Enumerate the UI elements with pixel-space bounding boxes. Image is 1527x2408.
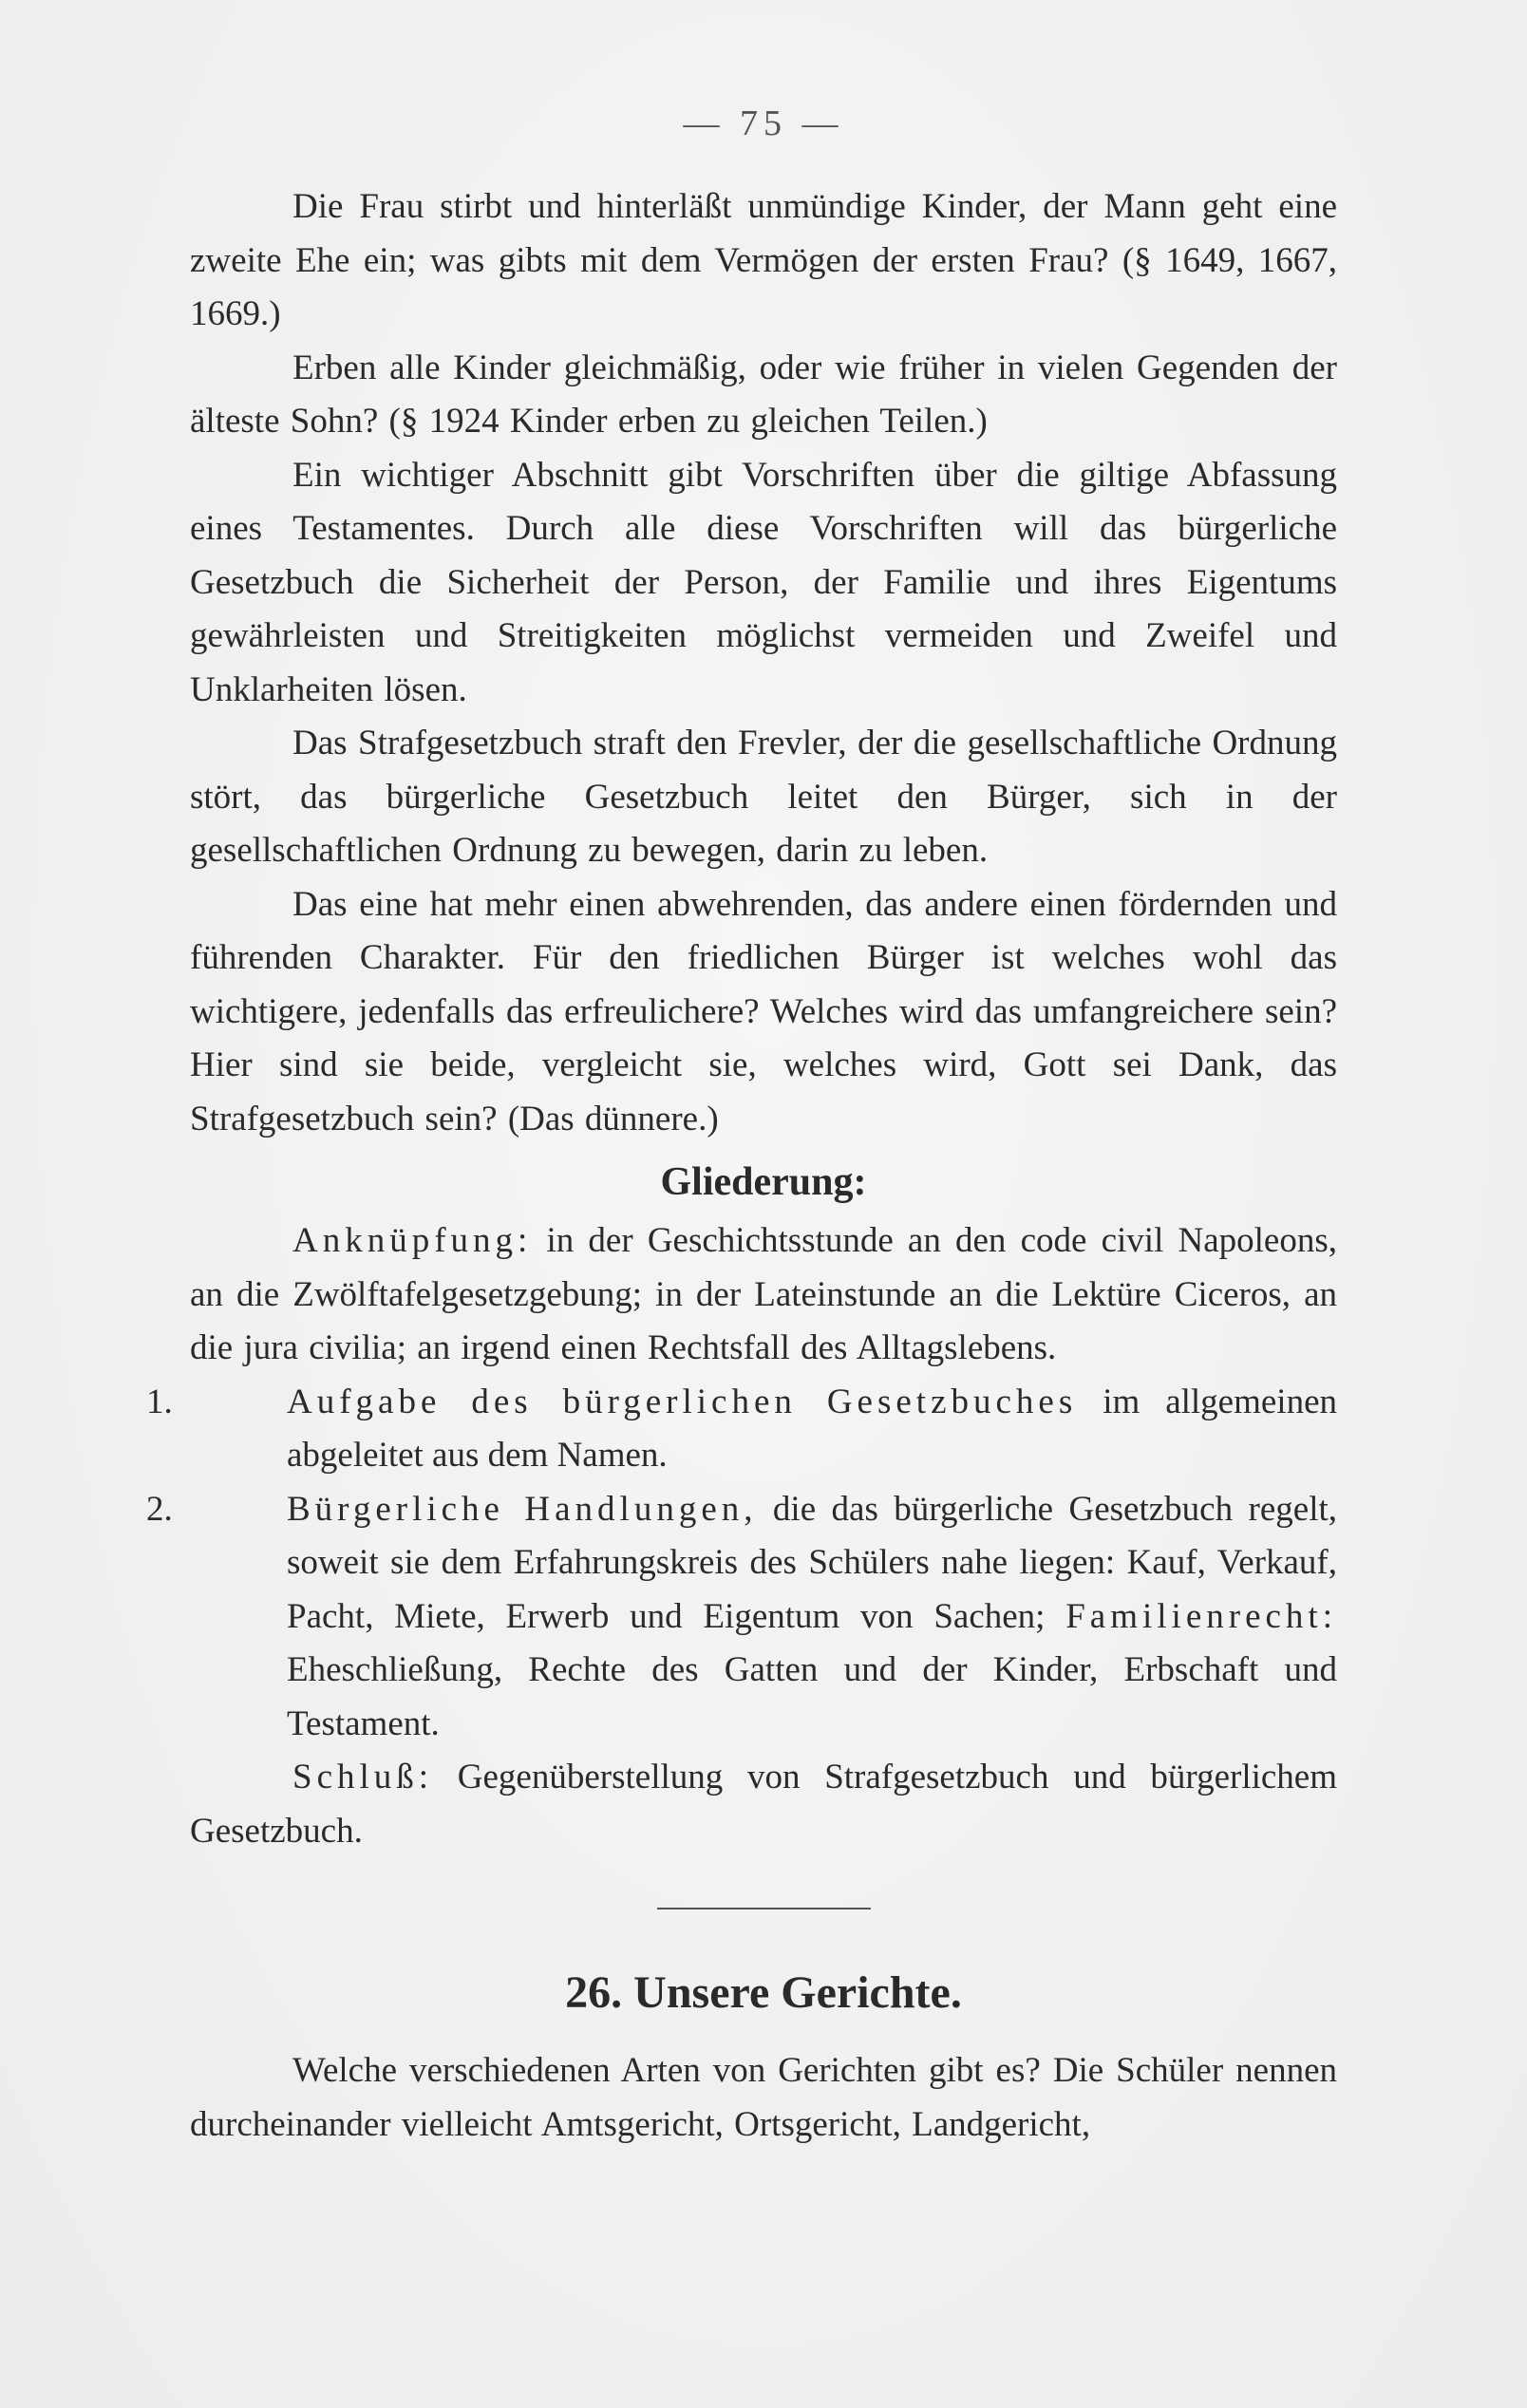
paragraph-erben: Erben alle Kinder gleichmäßig, oder wie früher in vielen Gegenden der älteste Sohn? (§ 1924 Kinder erben zu gleichen Teilen.): [190, 348, 1337, 441]
list-item-text: [190, 1376, 1337, 1483]
schluss-label: Schluß:: [292, 1758, 434, 1797]
list-item-body: im allgemeinen abgeleitet aus dem Namen.: [287, 1382, 1337, 1475]
section-heading: 26. Unsere Gerichte.: [565, 1967, 962, 2018]
list-item-text: [190, 1483, 1337, 1752]
gliederung-heading: Gliederung:: [660, 1160, 867, 1204]
paragraph-frau-stirbt: Die Frau stirbt und hinterläßt unmündige Kinder, der Mann geht eine zweite Ehe ein; was gibts mit dem Vermögen der ersten Frau? (§ 1649, 1667, 1669.): [190, 187, 1337, 333]
paragraph-testament: Ein wichtiger Abschnitt gibt Vorschriften über die giltige Abfassung eines Testamentes. Durch alle diese Vorschriften will das bürgerliche Gesetzbuch die Sicherheit der Person, der Familie und ihres Eigentums gewährleisten und Streitigkeiten möglichst vermeiden und Zweifel und Unklarheiten lösen.: [190, 455, 1337, 709]
list-item-label: Bürgerliche Handlungen,: [287, 1489, 758, 1529]
paragraph-strafgesetzbuch: Das Strafgesetzbuch straft den Frevler, der die gesellschaftliche Ordnung stört, das bürgerliche Gesetzbuch leitet den Bürger, sich in der gesellschaftlichen Ordnung zu bewegen, darin zu leben.: [190, 724, 1337, 870]
page-number: — 75 —: [683, 103, 844, 143]
section-paragraph: Welche verschiedenen Arten von Gerichten gibt es? Die Schüler nennen durcheinander vielleicht Amtsgericht, Ortsgericht, Landgericht,: [190, 2051, 1337, 2144]
list-item-label: Aufgabe des bürgerlichen Gesetzbuches: [287, 1382, 1078, 1421]
schluss-paragraph: [190, 1751, 1337, 1858]
list-item-label-familienrecht: Familienrecht:: [1065, 1596, 1337, 1636]
paragraph-vergleich: Das eine hat mehr einen abwehrenden, das andere einen fördernden und führenden Charakter. Für den friedlichen Bürger ist welches wohl das wichtigere, jedenfalls das erfreulichere? Welches wird das umfangreichere sein? Hier sind sie beide, vergleicht sie, welches wird, Gott sei Dank, das Strafgesetzbuch sein? (Das dünnere.): [190, 884, 1337, 1138]
list-item-2: 2. Bürgerliche Handlungen, die das bürgerliche Gesetzbuch regelt, soweit sie dem Erfahrungskreis des Schülers nahe liegen: Kauf, Verkauf, Pacht, Miete, Erwerb und Eigentum von Sachen; Familienrecht: Eheschließung, Rechte des Gatten und der Kinder, Erbschaft und Testament.: [190, 1483, 1337, 1752]
anknuepfung-label: Anknüpfung:: [292, 1221, 533, 1260]
anknuepfung-paragraph: [190, 1214, 1337, 1376]
anknuepfung-text: in der Geschichtsstunde an den code civil Napoleons, an die Zwölftafelgesetzgebung; in der Lateinstunde an die Lektüre Ciceros, an die jura civilia; an irgend einen Rechtsfall des Alltagslebens.: [190, 1221, 1337, 1367]
section-divider: [657, 1908, 871, 1909]
list-item-body-familienrecht: Eheschließung, Rechte des Gatten und der Kinder, Erbschaft und Testament.: [287, 1650, 1337, 1743]
list-item-body: die das bürgerliche Gesetzbuch regelt, soweit sie dem Erfahrungskreis des Schülers nahe liegen: Kauf, Verkauf, Pacht, Miete, Erwerb und Eigentum von Sachen;: [287, 1489, 1337, 1636]
schluss-text: Gegenüberstellung von Strafgesetzbuch und bürgerlichem Gesetzbuch.: [190, 1758, 1337, 1851]
list-item-1: 1. Aufgabe des bürgerlichen Gesetzbuches im allgemeinen abgeleitet aus dem Namen.: [190, 1376, 1337, 1483]
